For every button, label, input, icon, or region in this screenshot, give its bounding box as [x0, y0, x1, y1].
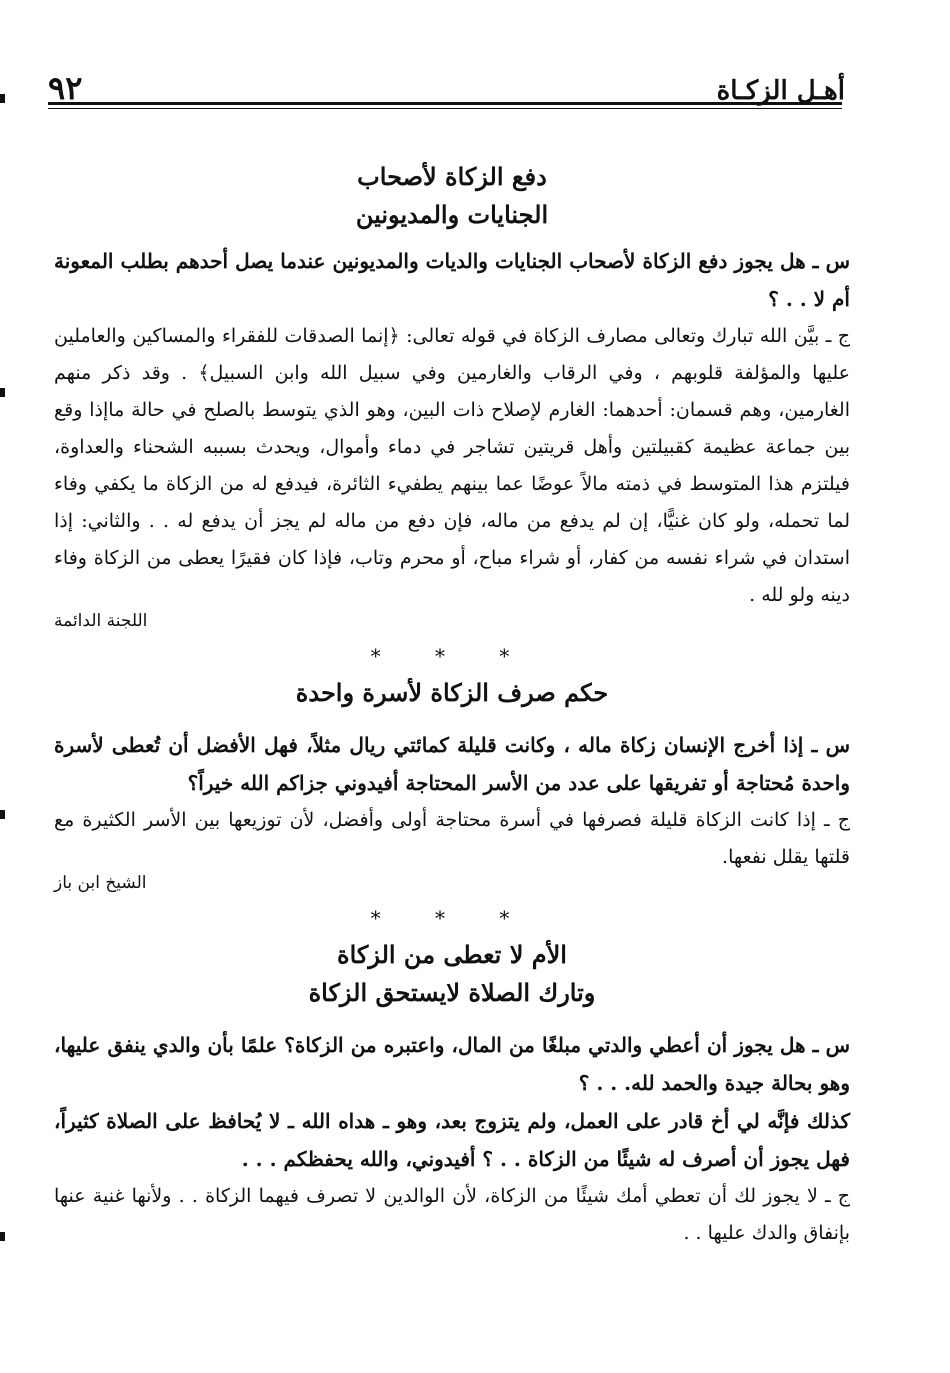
- page-content: [54, 158, 850, 1252]
- question-text: س ـ هل يجوز أن أعطي والدتي مبلغًا من المال، واعتبره من الزكاة؟ علمًا بأن والدي ينفق عليها، وهو بحالة جيدة والحمد لله. . . ؟: [54, 1033, 850, 1095]
- answer-text: ج ـ إذا كانت الزكاة قليلة فصرفها في أسرة محتاجة أولى وأفضل، لأن توزيعها بين الأسر الكثيرة مع قلتها يقلل نفعها.: [54, 809, 850, 868]
- section-title: الأم لا تعطى من الزكاة: [337, 940, 567, 969]
- scan-edge-mark: [0, 1232, 5, 1241]
- scan-edge-mark: [0, 810, 5, 819]
- section-separator: * * *: [370, 644, 534, 668]
- section-title: الجنايات والمديونين: [355, 200, 549, 229]
- answer-text: ج ـ لا يجوز لك أن تعطي أمك شيئًا من الزكاة، لأن الوالدين لا تصرف فيهما الزكاة . . ولأنها غنية عنها بإنفاق والدك عليها . .: [54, 1185, 850, 1244]
- page-number: ٩٢: [48, 69, 83, 107]
- section-title: حكم صرف الزكاة لأسرة واحدة: [295, 678, 609, 707]
- question-text: س ـ إذا أخرج الإنسان زكاة ماله ، وكانت قليلة كمائتي ريال مثلاً، فهل الأفضل أن تُعطى لأسرة واحدة مُحتاجة أو تفريقها على عدد من الأسر المحتاجة أفيدوني جزاكم الله خيراً؟: [54, 733, 850, 795]
- header-rule-thick: [48, 102, 842, 105]
- question-continuation: كذلك فإنَّه لي أخ قادر على العمل، ولم يتزوج بعد، وهو ـ هداه الله ـ لا يُحافظ على الصلاة كثيراً، فهل يجوز أن أصرف له شيئًا من الزكاة . . ؟ أفيدوني، والله يحفظكم . . .: [54, 1109, 850, 1171]
- header-rule-thin: [48, 108, 842, 109]
- source-attribution: الشيخ ابن باز: [54, 873, 147, 893]
- page-header: [48, 58, 845, 107]
- scan-edge-mark: [0, 388, 5, 397]
- section-separator: * * *: [370, 906, 534, 930]
- section-title: وتارك الصلاة لايستحق الزكاة: [308, 978, 596, 1007]
- scan-edge-mark: [0, 94, 5, 103]
- answer-text: ج ـ بيَّن الله تبارك وتعالى مصارف الزكاة في قوله تعالى: ﴿إنما الصدقات للفقراء والمساكين والعاملين عليها والمؤلفة قلوبهم ، وفي الرقاب والغارمين وفي سبيل الله وابن السبيل﴾ . وقد ذكر منهم الغارمين، وهم قسمان: أحدهما: الغارم لإصلاح ذات البين، وهو الذي يتوسط بالصلح في حالة ماإذا وقع بين جماعة عظيمة كقبيلتين وأهل قريتين تشاجر في دماء وأموال، ويحدث بسببه الشحناء والعداوة، فيلتزم هذا المتوسط في ذمته مالاً عوضًا عما بينهم يطفيء الثائرة، فيدفع له من الزكاة ما يكفي وفاء لما تحمله، ولو كان غنيًّا، إن لم يدفع من ماله، فإن دفع من ماله لم يجز أن يدفع له . . والثاني: إذا استدان في شراء نفسه من كفار، أو شراء مباح، أو محرم وتاب، فإذا كان فقيرًا يعطى من الزكاة وفاء دينه ولو لله .: [54, 325, 850, 606]
- source-attribution: اللجنة الدائمة: [54, 611, 148, 631]
- section-title: دفع الزكاة لأصحاب: [357, 162, 547, 191]
- running-title: أهـل الزكـاة: [716, 76, 845, 106]
- question-text: س ـ هل يجوز دفع الزكاة لأصحاب الجنايات والديات والمديونين عندما يصل أحدهم بطلب المعونة أم لا . . ؟: [54, 249, 850, 311]
